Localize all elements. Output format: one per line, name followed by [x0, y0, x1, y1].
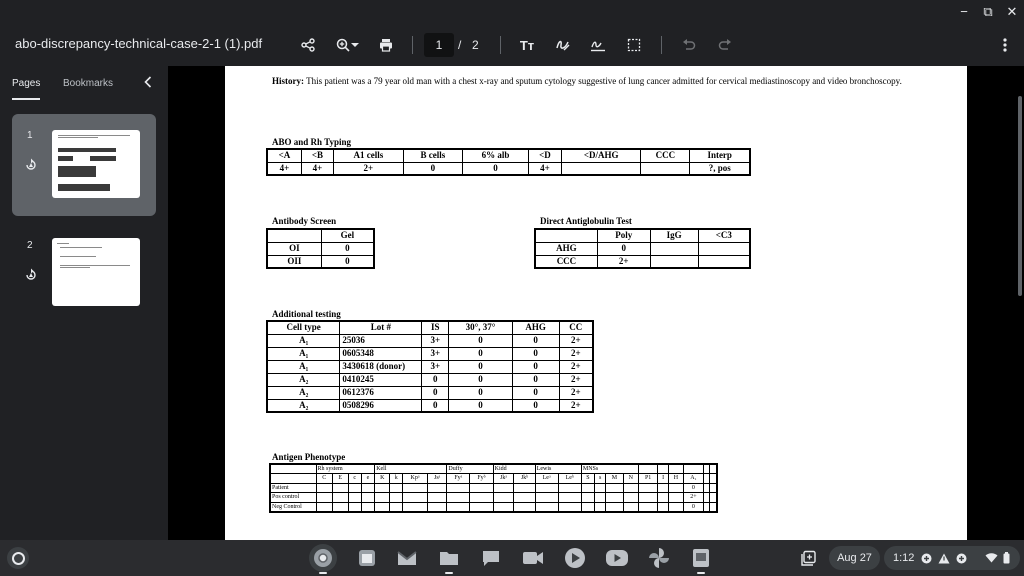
document-viewport[interactable] [168, 66, 1024, 540]
add-circle-icon [921, 553, 932, 564]
window-titlebar [0, 0, 1024, 24]
table-header: k [390, 474, 403, 484]
table-header: Duffy [447, 464, 493, 474]
table-cell: 25036 [340, 334, 422, 347]
table-header: H [668, 474, 683, 484]
launcher-button[interactable] [7, 547, 29, 569]
table-cell: 4+ [528, 162, 561, 175]
table-row [267, 334, 593, 347]
running-indicator [445, 572, 453, 574]
system-shelf [0, 540, 1024, 576]
table-cell: 0 [449, 360, 513, 373]
history-paragraph [272, 75, 932, 87]
table-cell: 0 [422, 386, 449, 399]
table-header: Fyᵇ [470, 474, 493, 484]
close-button[interactable]: ✕ [1006, 4, 1018, 19]
antibody-screen-table [266, 228, 375, 269]
wifi-icon [985, 553, 998, 563]
table-header: Jkᵇ [514, 474, 535, 484]
table-row [267, 162, 750, 175]
table-cell [658, 464, 668, 474]
undo-icon[interactable] [678, 34, 700, 56]
table-header-row [267, 229, 374, 242]
thumbnail-number: 2 [27, 240, 33, 251]
table-cell [562, 162, 641, 175]
additional-testing-title: Additional testing [272, 309, 341, 319]
table-header-row [270, 474, 717, 484]
thumbnail-number: 1 [27, 130, 33, 141]
table-cell [270, 474, 316, 484]
table-header: Cell type [267, 321, 340, 334]
table-cell [638, 464, 657, 474]
table-cell: Patient [270, 483, 316, 493]
table-header: Fyᵃ [447, 474, 470, 484]
table-header: A1 cells [334, 149, 404, 162]
table-header: <D/AHG [562, 149, 641, 162]
table-header: MNSs [581, 464, 638, 474]
page-total: 2 [472, 38, 479, 52]
table-header: Kpᵃ [402, 474, 427, 484]
table-cell: A₁ [267, 360, 340, 373]
table-cell: 0 [321, 255, 374, 268]
file-name: abo-discrepancy-technical-case-2-1 (1).pdf [15, 36, 263, 51]
history-text: This patient was a 79 year old man with a chest x-ray and sputum cytology suggestive of lung cancer admitted for cervical mediastinoscopy and video bronchoscopy. [304, 76, 902, 86]
table-cell: 0 [449, 347, 513, 360]
table-cell: 2+ [559, 399, 593, 412]
table-cell: 3+ [422, 347, 449, 360]
table-row [267, 373, 593, 386]
table-cell: 0605348 [340, 347, 422, 360]
gmail-icon[interactable] [393, 544, 421, 572]
rotate-icon[interactable] [24, 158, 38, 172]
table-header: A₁ [684, 474, 704, 484]
table-header-row [267, 149, 750, 162]
page-preview [52, 238, 140, 306]
table-header: E [332, 474, 348, 484]
abo-rh-title: ABO and Rh Typing [272, 137, 351, 147]
table-cell: 0 [512, 399, 559, 412]
table-cell [650, 255, 698, 268]
calendar-icon[interactable] [353, 544, 381, 572]
warning-icon [938, 553, 950, 564]
thumbnail-sidebar [0, 66, 168, 540]
status-tray[interactable] [884, 546, 1020, 570]
table-header: S [581, 474, 594, 484]
table-cell: 2+ [684, 493, 704, 503]
table-cell: 0 [512, 334, 559, 347]
table-cell: 2+ [559, 373, 593, 386]
play-store-icon[interactable] [561, 544, 589, 572]
chevron-down-icon[interactable] [348, 34, 362, 56]
dat-title: Direct Antiglobulin Test [540, 216, 632, 226]
table-cell: A₂ [267, 399, 340, 412]
chat-icon[interactable] [477, 544, 505, 572]
running-indicator [697, 572, 705, 574]
select-icon[interactable] [623, 34, 645, 56]
table-header: Jkᵃ [493, 474, 514, 484]
photos-icon[interactable] [645, 544, 673, 572]
page-number-input[interactable]: 1 [424, 33, 454, 57]
table-cell: 0 [512, 373, 559, 386]
table-cell [710, 474, 717, 484]
add-circle-icon [956, 553, 967, 564]
table-cell: ?, pos [690, 162, 750, 175]
table-cell: 0 [463, 162, 529, 175]
date-tray[interactable] [829, 546, 880, 570]
table-cell: 0 [422, 399, 449, 412]
table-cell: 2+ [559, 347, 593, 360]
share-icon[interactable] [297, 34, 319, 56]
table-cell: 0 [321, 242, 374, 255]
table-cell [698, 255, 750, 268]
table-header: Jsᵃ [427, 474, 446, 484]
tote-icon[interactable] [795, 544, 823, 572]
table-header: Kidd [493, 464, 535, 474]
tab-pages[interactable]: Pages [12, 78, 41, 89]
vertical-scrollbar[interactable] [1018, 96, 1022, 296]
table-header: Poly [597, 229, 650, 242]
table-cell [650, 242, 698, 255]
table-header: CC [559, 321, 593, 334]
table-header: I [658, 474, 668, 484]
table-row [267, 242, 374, 255]
table-cell: A₂ [267, 386, 340, 399]
table-header [267, 229, 321, 242]
table-row [270, 483, 717, 493]
collapse-sidebar-icon[interactable] [144, 75, 152, 91]
table-header: <B [301, 149, 333, 162]
table-header: IS [422, 321, 449, 334]
table-header: <C3 [698, 229, 750, 242]
more-icon[interactable] [994, 34, 1016, 56]
running-indicator [319, 572, 327, 574]
meet-icon[interactable] [519, 544, 547, 572]
pdf-app-icon[interactable] [687, 544, 715, 572]
files-icon[interactable] [435, 544, 463, 572]
table-cell: A₁ [267, 347, 340, 360]
table-cell: 4+ [301, 162, 333, 175]
history-label: History: [272, 76, 304, 86]
abo-rh-table [266, 148, 751, 176]
table-cell: 2+ [559, 334, 593, 347]
table-cell: 3430618 (donor) [340, 360, 422, 373]
table-header: CCC [641, 149, 690, 162]
table-cell: 3+ [422, 360, 449, 373]
table-cell: 0 [512, 347, 559, 360]
table-cell [698, 242, 750, 255]
pdf-page [225, 66, 967, 540]
table-cell: CCC [535, 255, 597, 268]
table-header: P1 [638, 474, 657, 484]
table-cell: 2+ [597, 255, 650, 268]
table-row [267, 386, 593, 399]
table-cell: 2+ [559, 386, 593, 399]
table-cell: 0 [422, 373, 449, 386]
table-header: N [623, 474, 638, 484]
maximize-button[interactable]: ⧉ [983, 4, 993, 19]
table-header: Lewis [535, 464, 581, 474]
table-header: M [606, 474, 623, 484]
table-header: <A [267, 149, 301, 162]
table-cell: Pos control [270, 493, 316, 503]
table-header: C [316, 474, 332, 484]
table-row [267, 255, 374, 268]
table-cell: 0 [512, 360, 559, 373]
table-header: e [361, 474, 374, 484]
table-header-row [267, 321, 593, 334]
table-cell: A₂ [267, 373, 340, 386]
table-cell: 2+ [334, 162, 404, 175]
table-row [267, 399, 593, 412]
table-header: Leᵇ [558, 474, 581, 484]
table-group-row [270, 464, 717, 474]
chrome-icon[interactable] [309, 544, 337, 572]
text-icon[interactable]: Tт [519, 37, 535, 53]
battery-icon [1003, 552, 1010, 564]
page-separator: / [458, 38, 462, 52]
active-tab-indicator [12, 98, 40, 100]
table-row [535, 255, 750, 268]
table-header: 6% alb [463, 149, 529, 162]
table-cell: 4+ [267, 162, 301, 175]
toolbar-divider [412, 36, 413, 54]
page-thumbnail-2[interactable] [12, 228, 156, 330]
tab-bookmarks[interactable]: Bookmarks [63, 78, 114, 89]
table-header: Leᵃ [535, 474, 558, 484]
table-cell [270, 464, 316, 474]
redo-icon[interactable] [714, 34, 736, 56]
table-cell: Neg Control [270, 502, 316, 512]
table-cell: 3+ [422, 334, 449, 347]
table-cell [710, 464, 717, 474]
table-header: Gel [321, 229, 374, 242]
table-cell: 0 [403, 162, 463, 175]
table-header [535, 229, 597, 242]
table-cell: OII [267, 255, 321, 268]
table-cell: 0612376 [340, 386, 422, 399]
table-cell: 2+ [559, 360, 593, 373]
time-label: 1:12 [893, 552, 915, 564]
table-cell: 0 [684, 502, 704, 512]
table-header: <D [528, 149, 561, 162]
date-label: Aug 27 [837, 552, 872, 564]
additional-testing-table [266, 320, 594, 413]
table-header-row [535, 229, 750, 242]
table-cell: 0410245 [340, 373, 422, 386]
table-cell [668, 464, 683, 474]
page-preview [52, 130, 140, 198]
table-header: Lot # [340, 321, 422, 334]
draw-icon[interactable] [552, 34, 574, 56]
table-cell: 0508296 [340, 399, 422, 412]
table-cell: 0 [684, 483, 704, 493]
rotate-icon[interactable] [24, 268, 38, 282]
table-header: Rh system [316, 464, 375, 474]
table-header: IgG [650, 229, 698, 242]
table-cell: 0 [449, 399, 513, 412]
highlight-icon[interactable] [587, 34, 609, 56]
table-header: Interp [690, 149, 750, 162]
table-cell: 0 [449, 334, 513, 347]
table-header: K [375, 474, 390, 484]
table-cell: OI [267, 242, 321, 255]
table-cell: 0 [512, 386, 559, 399]
table-header: Kell [375, 464, 447, 474]
table-row [267, 360, 593, 373]
print-icon[interactable] [375, 34, 397, 56]
table-header: B cells [403, 149, 463, 162]
table-row [535, 242, 750, 255]
dat-table [534, 228, 751, 269]
table-cell [684, 464, 704, 474]
page-thumbnail-1[interactable] [12, 114, 156, 216]
table-row [270, 493, 717, 503]
table-cell: AHG [535, 242, 597, 255]
antigen-phenotype-table [269, 463, 718, 513]
table-header: s [595, 474, 606, 484]
table-row [267, 347, 593, 360]
table-header: c [348, 474, 361, 484]
table-cell: 0 [449, 386, 513, 399]
toolbar-divider [661, 36, 662, 54]
table-cell: A₁ [267, 334, 340, 347]
table-header: AHG [512, 321, 559, 334]
table-row [270, 502, 717, 512]
table-cell: 0 [597, 242, 650, 255]
minimize-button[interactable]: − [960, 4, 968, 19]
antibody-screen-title: Antibody Screen [272, 216, 337, 226]
table-cell [641, 162, 690, 175]
toolbar-divider [500, 36, 501, 54]
table-header: 30°, 37° [449, 321, 513, 334]
antigen-phenotype-title: Antigen Phenotype [272, 452, 346, 462]
pdf-toolbar [0, 24, 1024, 66]
youtube-icon[interactable] [603, 544, 631, 572]
table-cell: 0 [449, 373, 513, 386]
